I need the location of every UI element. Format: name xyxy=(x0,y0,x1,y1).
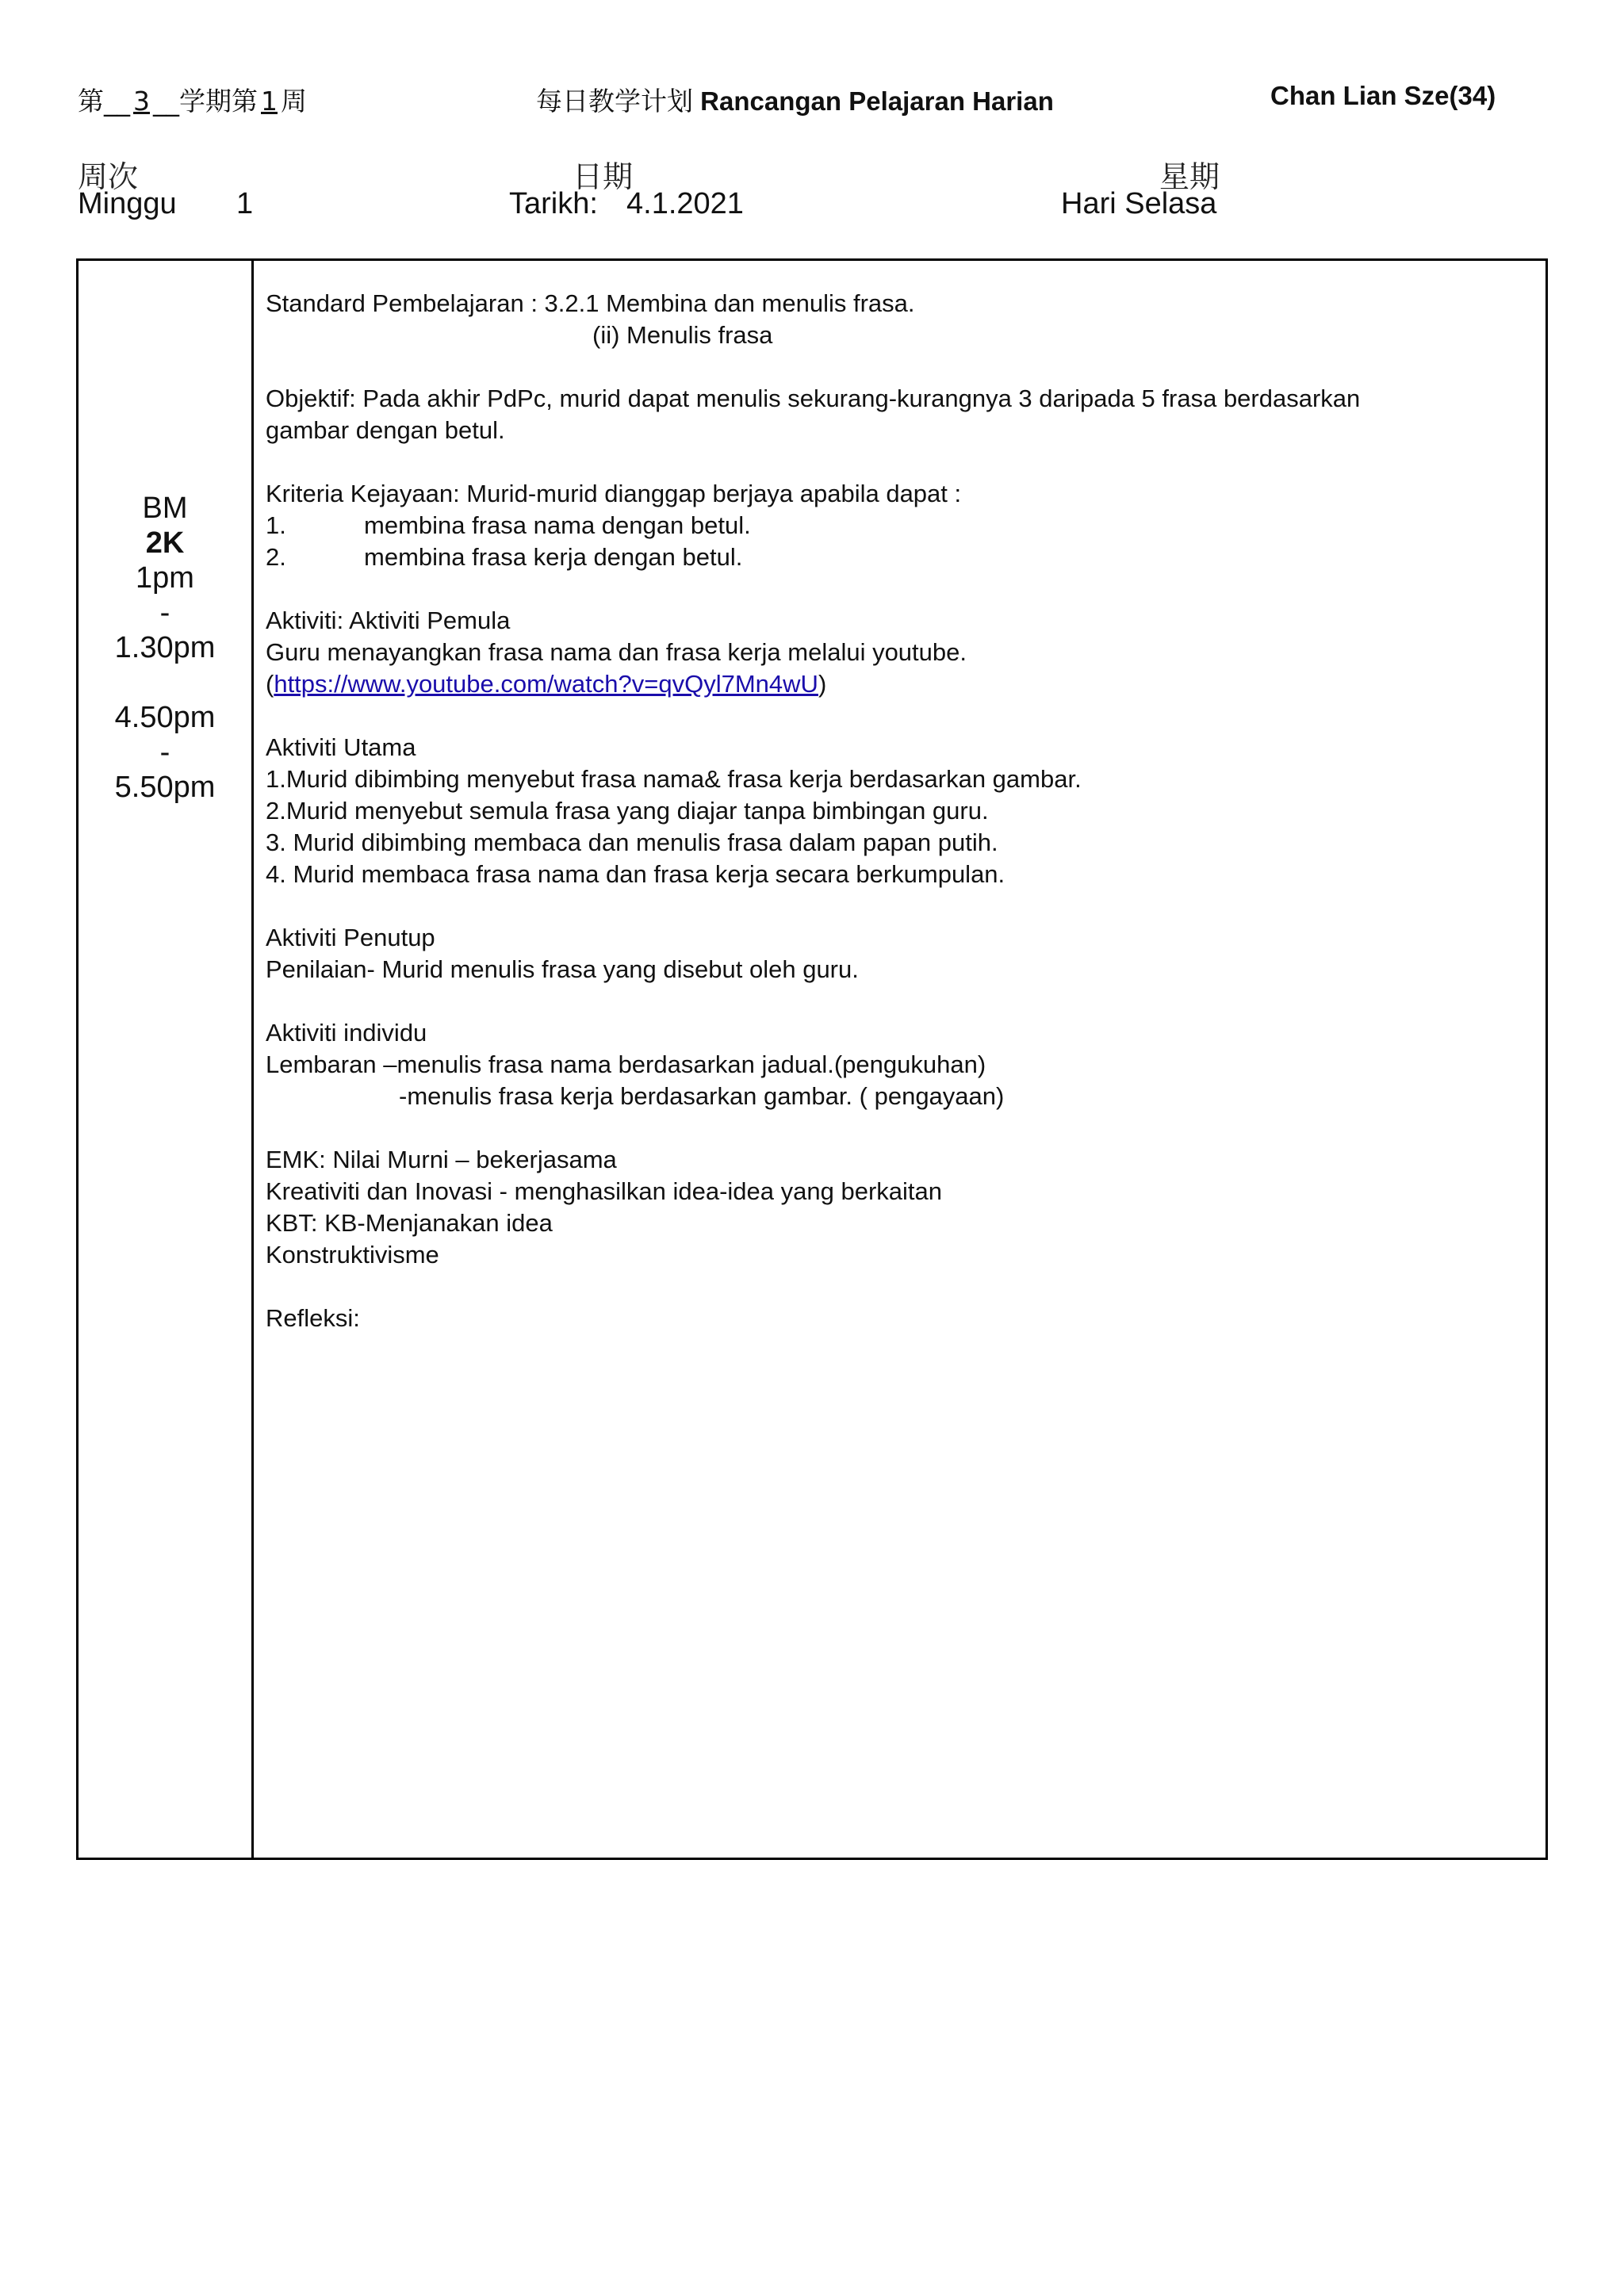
time1-dash: - xyxy=(159,596,170,629)
class-name: 2K xyxy=(145,526,185,560)
date-label-ms: Tarikh: xyxy=(509,187,598,220)
learning-standard: Standard Pembelajaran : 3.2.1 Membina dan menulis frasa. xyxy=(266,289,915,317)
time2-dash: - xyxy=(159,736,170,769)
starter-activity-text: Guru menayangkan frasa nama dan frasa kerja melalui youtube. xyxy=(266,638,967,666)
term-number: 3 xyxy=(133,86,150,117)
subject: BM xyxy=(142,492,188,525)
time1-start: 1pm xyxy=(136,561,194,595)
day-label-zh: 星期 xyxy=(1159,159,1220,194)
criteria-item: 1. membina frasa nama dengan betul. xyxy=(266,511,751,539)
document-title xyxy=(536,81,1054,118)
lesson-plan-cell xyxy=(266,288,1526,1334)
week-value: 1 xyxy=(236,187,254,220)
week-label-zh: 周次 xyxy=(78,159,139,194)
teacher-name: Chan Lian Sze(34) xyxy=(1270,81,1496,110)
learning-standard-sub: (ii) Menulis frasa xyxy=(592,321,773,349)
main-activity-title: Aktiviti Utama xyxy=(266,733,416,761)
starter-activity-title: Aktiviti: Aktiviti Pemula xyxy=(266,607,511,634)
title-zh: 每日教学计划 xyxy=(536,86,701,116)
title-ms: Rancangan Pelajaran Harian xyxy=(700,86,1054,116)
criteria-item: 2. membina frasa kerja dengan betul. xyxy=(266,543,743,571)
main-activity-item: 2.Murid menyebut semula frasa yang diajar tanpa bimbingan guru. xyxy=(266,797,989,825)
date-value: 4.1.2021 xyxy=(626,187,744,220)
lesson-table xyxy=(76,258,1548,1860)
youtube-link-line: (https://www.youtube.com/watch?v=qvQyl7Mn4wU) xyxy=(266,670,827,698)
criteria-title: Kriteria Kejayaan: Murid-murid dianggap berjaya apabila dapat : xyxy=(266,480,962,507)
kbt-line: KBT: KB-Menjanakan idea xyxy=(266,1209,553,1237)
day-value: Hari Selasa xyxy=(1061,187,1217,220)
emk-line: EMK: Nilai Murni – bekerjasama xyxy=(266,1146,617,1173)
main-activity-item: 1.Murid dibimbing menyebut frasa nama& frasa kerja berdasarkan gambar. xyxy=(266,765,1082,793)
table-divider xyxy=(251,261,254,1858)
time2-start: 4.50pm xyxy=(114,701,216,734)
individual-activity-title: Aktiviti individu xyxy=(266,1019,427,1047)
week-number: 1 xyxy=(261,86,278,117)
individual-activity-line: -menulis frasa kerja berdasarkan gambar. ( pengayaan) xyxy=(399,1082,1005,1110)
date-label-zh: 日期 xyxy=(573,159,634,194)
week-label-ms: Minggu xyxy=(78,187,177,220)
objective: Objektif: Pada akhir PdPc, murid dapat menulis sekurang-kurangnya 3 daripada 5 frasa berdasarkan xyxy=(266,385,1361,412)
individual-activity-line: Lembaran –menulis frasa nama berdasarkan jadual.(pengukuhan) xyxy=(266,1050,986,1078)
objective-cont: gambar dengan betul. xyxy=(266,416,505,444)
reflection-label: Refleksi: xyxy=(266,1304,360,1332)
main-activity-item: 4. Murid membaca frasa nama dan frasa kerja secara berkumpulan. xyxy=(266,860,1005,888)
closing-activity-text: Penilaian- Murid menulis frasa yang disebut oleh guru. xyxy=(266,955,859,983)
youtube-link[interactable]: https://www.youtube.com/watch?v=qvQyl7Mn4wU xyxy=(274,670,818,698)
kreativiti-line: Kreativiti dan Inovasi - menghasilkan idea-idea yang berkaitan xyxy=(266,1177,942,1205)
main-activity-item: 3. Murid dibimbing membaca dan menulis frasa dalam papan putih. xyxy=(266,828,998,856)
konstruktivisme-line: Konstruktivisme xyxy=(266,1241,439,1269)
time2-end: 5.50pm xyxy=(114,771,216,804)
time1-end: 1.30pm xyxy=(114,631,216,664)
closing-activity-title: Aktiviti Penutup xyxy=(266,924,435,951)
term-week-label: 第__ 3 __学期第 1 周 xyxy=(78,86,307,117)
class-info-cell xyxy=(79,491,251,805)
